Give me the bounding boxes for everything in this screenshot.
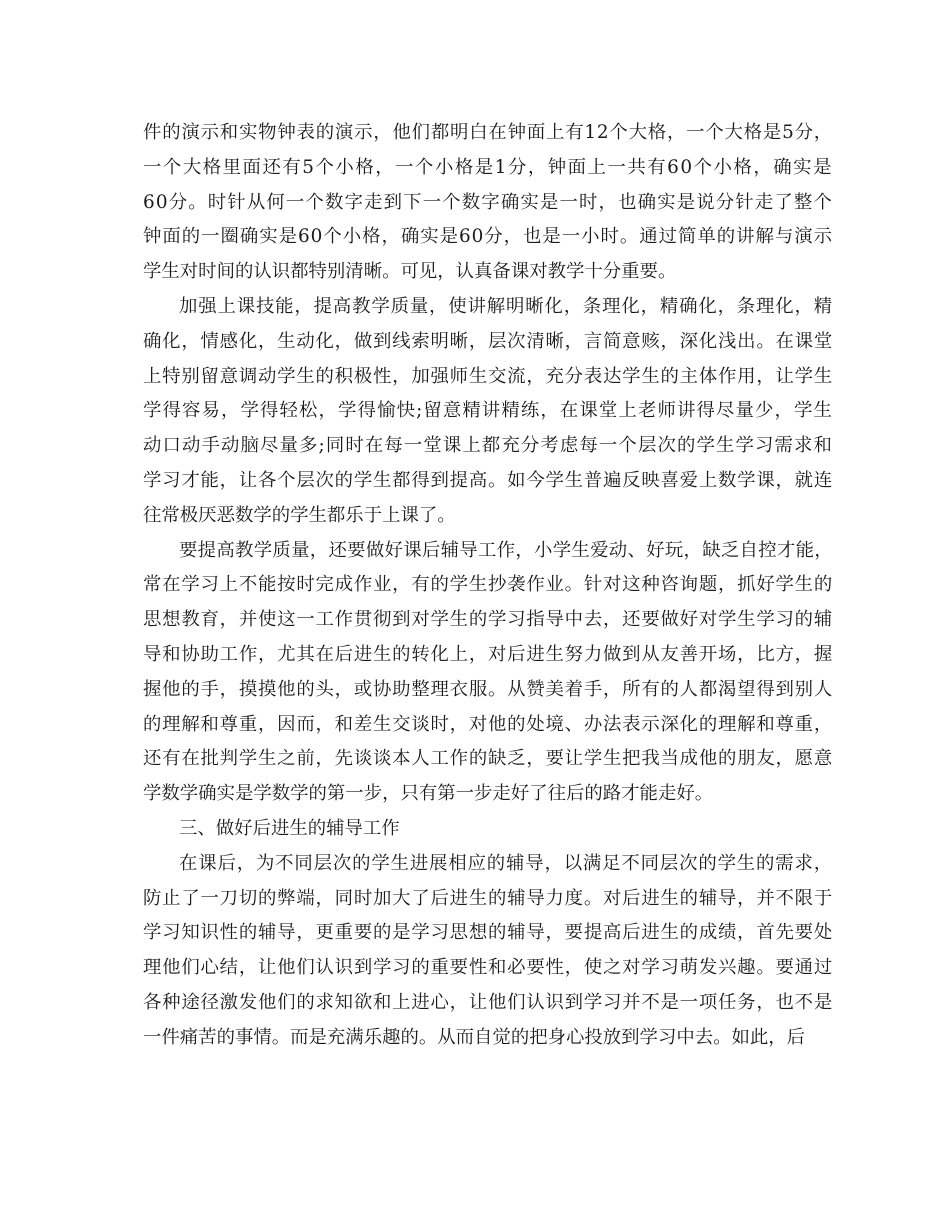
text-line: 学数学确实是学数学的第一步，只有第一步走好了往后的路才能走好。 (143, 783, 714, 805)
text-line: 件的演示和实物钟表的演示，他们都明白在钟面上有12个大格，一个大格是5分， (143, 122, 833, 143)
text-line: 还有在批判学生之前，先谈谈本人工作的缺乏，要让学生把我当成他的朋友，愿意 (143, 748, 833, 770)
text-line: 各种途径激发他们的求知欲和上进心，让他们认识到学习并不是一项任务，也不是 (143, 991, 833, 1013)
text-line: 确化，情感化，生动化，做到线索明晰，层次清晰，言简意赅，深化浅出。在课堂 (143, 330, 833, 352)
text-line: 思想教育，并使这一工作贯彻到对学生的学习指导中去，还要做好对学生学习的辅 (143, 609, 833, 631)
text-line: 60分。时针从何一个数字走到下一个数字确实是一时，也确实是说分针走了整个 (143, 191, 833, 213)
text-line: 学习才能，让各个层次的学生都得到提高。如今学生普遍反映喜爱上数学课，就连 (143, 469, 833, 491)
text-line: 钟面的一圈确实是60个小格，确实是60分，也是一小时。通过简单的讲解与演示 (143, 226, 833, 248)
text-line: 学生对时间的认识都特别清晰。可见，认真备课对教学十分重要。 (143, 261, 677, 283)
text-line: 防止了一刀切的弊端，同时加大了后进生的辅导力度。对后进生的辅导，并不限于 (143, 887, 833, 909)
text-line: 要提高教学质量，还要做好课后辅导工作，小学生爱动、好玩，缺乏自控才能， (179, 539, 833, 561)
text-line: 理他们心结，让他们认识到学习的重要性和必要性，使之对学习萌发兴趣。要通过 (143, 957, 833, 979)
text-line: 学得容易，学得轻松，学得愉快;留意精讲精练，在课堂上老师讲得尽量少，学生 (143, 400, 833, 422)
text-line: 导和协助工作，尤其在后进生的转化上，对后进生努力做到从友善开场，比方，握 (143, 643, 833, 665)
text-line: 上特别留意调动学生的积极性，加强师生交流，充分表达学生的主体作用，让学生 (143, 365, 833, 387)
text-line: 动口动手动脑尽量多;同时在每一堂课上都充分考虑每一个层次的学生学习需求和 (143, 435, 833, 457)
text-line: 往常极厌恶数学的学生都乐于上课了。 (143, 504, 456, 526)
text-line: 的理解和尊重，因而，和差生交谈时，对他的处境、办法表示深化的理解和尊重， (143, 713, 833, 735)
document-body (143, 116, 833, 1056)
text-line: 加强上课技能，提高教学质量，使讲解明晰化，条理化，精确化，条理化，精 (179, 295, 833, 317)
text-line: 一个大格里面还有5个小格，一个小格是1分，钟面上一共有60个小格，确实是 (143, 156, 833, 178)
text-line: 学习知识性的辅导，更重要的是学习思想的辅导，要提高后进生的成绩，首先要处 (143, 922, 833, 944)
text-line: 常在学习上不能按时完成作业，有的学生抄袭作业。针对这种咨询题，抓好学生的 (143, 574, 833, 596)
text-line: 在课后，为不同层次的学生进展相应的辅导，以满足不同层次的学生的需求， (179, 852, 833, 874)
text-line: 三、做好后进生的辅导工作 (179, 817, 400, 839)
text-line: 握他的手，摸摸他的头，或协助整理衣服。从赞美着手，所有的人都渴望得到别人 (143, 678, 833, 700)
text-line: 一件痛苦的事情。而是充满乐趣的。从而自觉的把身心投放到学习中去。如此，后 (143, 1026, 806, 1048)
